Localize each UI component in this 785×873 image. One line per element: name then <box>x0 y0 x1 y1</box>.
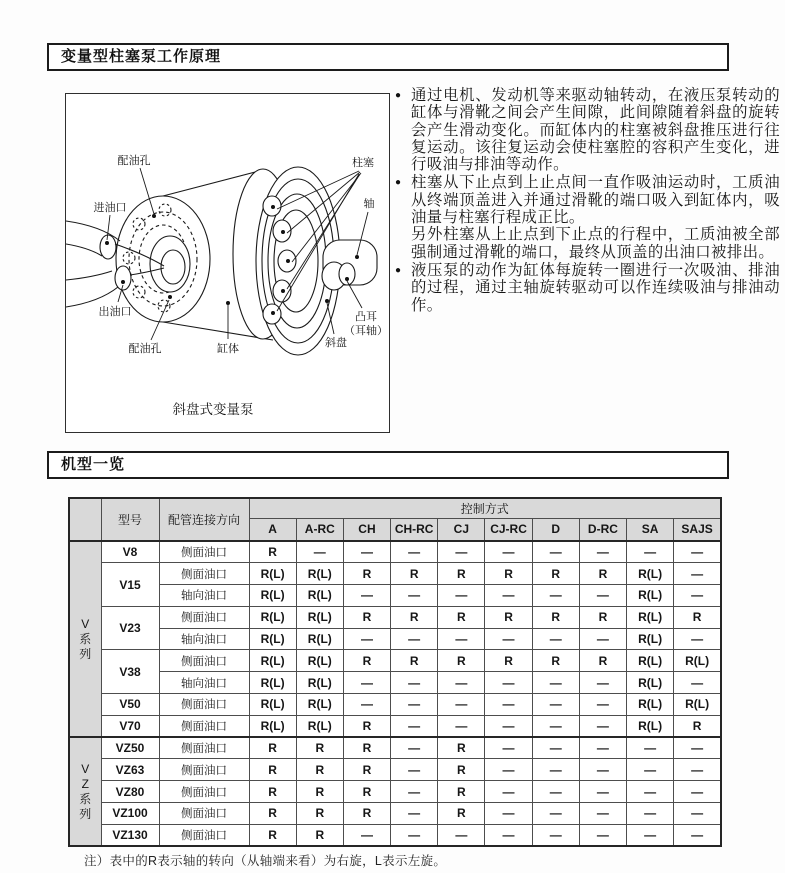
value-cell: — <box>579 694 626 716</box>
value-cell: R(L) <box>674 694 721 716</box>
table-row <box>69 694 721 716</box>
label-shaft: 轴 <box>363 198 375 210</box>
value-cell: — <box>391 781 438 803</box>
value-cell: R <box>438 759 485 781</box>
value-cell: R <box>438 737 485 759</box>
value-cell: — <box>674 781 721 803</box>
value-cell: — <box>627 803 674 825</box>
control-column-header: CH <box>343 518 390 541</box>
value-cell: — <box>532 803 579 825</box>
value-cell: — <box>674 824 721 846</box>
value-cell: R <box>343 781 390 803</box>
value-cell: — <box>674 585 721 607</box>
value-cell: R <box>249 781 296 803</box>
value-cell: R <box>485 650 532 672</box>
value-cell: — <box>438 628 485 650</box>
value-cell: R <box>674 715 721 737</box>
value-cell: — <box>579 781 626 803</box>
label-outlet-port: 出油口 <box>98 306 132 318</box>
bullet-item <box>395 262 780 314</box>
value-cell: R(L) <box>296 563 343 585</box>
value-cell: R <box>249 759 296 781</box>
value-cell: — <box>485 694 532 716</box>
value-cell: — <box>485 781 532 803</box>
value-cell: — <box>579 759 626 781</box>
value-cell: — <box>532 715 579 737</box>
bullet-text: 液压泵的动作为缸体每旋转一圈进行一次吸油、排油的过程，通过主轴旋转驱动可以作连续吸油与排油动作。 <box>411 261 780 314</box>
port-cell: 侧面油口 <box>159 541 249 563</box>
value-cell: — <box>391 737 438 759</box>
port-cell: 侧面油口 <box>159 694 249 716</box>
value-cell: — <box>485 759 532 781</box>
value-cell: — <box>532 737 579 759</box>
value-cell: R(L) <box>249 606 296 628</box>
value-cell: — <box>296 541 343 563</box>
principle-bullets <box>395 87 780 315</box>
value-cell: — <box>391 803 438 825</box>
value-cell: R(L) <box>627 563 674 585</box>
value-cell: R <box>343 563 390 585</box>
control-column-header: D-RC <box>579 518 626 541</box>
value-cell: — <box>579 737 626 759</box>
value-cell: R(L) <box>296 715 343 737</box>
value-cell: R(L) <box>627 650 674 672</box>
model-header-cell: 型号 <box>101 498 159 541</box>
value-cell: — <box>391 715 438 737</box>
value-cell: — <box>579 585 626 607</box>
value-cell: — <box>532 585 579 607</box>
model-cell: VZ50 <box>101 737 159 759</box>
series-cell: V Z 系 列 <box>69 737 101 846</box>
value-cell: R <box>532 563 579 585</box>
control-column-header: SA <box>627 518 674 541</box>
value-cell: R(L) <box>296 694 343 716</box>
value-cell: — <box>485 541 532 563</box>
model-cell: V70 <box>101 715 159 737</box>
bullet-text: 另外柱塞从上止点到下止点的行程中，工质油被全部强制通过滑靴的端口，最终从顶盖的出油口被排出。 <box>411 226 780 261</box>
model-cell: VZ63 <box>101 759 159 781</box>
label-lug-trunnion: （耳轴） <box>344 325 388 337</box>
table-row <box>69 650 721 672</box>
table-row <box>69 759 721 781</box>
value-cell: R <box>296 803 343 825</box>
bullet-text: 柱塞从下止点到上止点间一直作吸油运动时，工质油从终端顶盖进入并通过滑靴的端口吸入到缸体内，吸油量与柱塞行程成正比。 <box>411 174 780 227</box>
model-cell: VZ100 <box>101 803 159 825</box>
value-cell: — <box>674 541 721 563</box>
control-column-header: CJ <box>438 518 485 541</box>
value-cell: — <box>532 781 579 803</box>
value-cell: — <box>627 737 674 759</box>
value-cell: R(L) <box>627 694 674 716</box>
value-cell: R(L) <box>249 563 296 585</box>
series-cell: V 系 列 <box>69 541 101 737</box>
port-cell: 轴向油口 <box>159 672 249 694</box>
value-cell: — <box>343 628 390 650</box>
value-cell: R <box>391 606 438 628</box>
value-cell: R(L) <box>627 672 674 694</box>
table-row <box>69 585 721 607</box>
bullet-text: 通过电机、发动机等来驱动轴转动，在液压泵转动的缸体与滑靴之间会产生间隙，此间隙随着斜盘的旋转会产生滑动变化。而缸体内的柱塞被斜盘推压进行往复运动。该往复运动会使柱塞腔的容积产生变化，进行吸油与排油等动作。 <box>411 87 780 174</box>
model-cell: V38 <box>101 650 159 694</box>
value-cell: R <box>485 563 532 585</box>
value-cell: R(L) <box>627 628 674 650</box>
value-cell: — <box>627 824 674 846</box>
value-cell: — <box>674 759 721 781</box>
value-cell: — <box>343 694 390 716</box>
models-table <box>68 497 722 847</box>
value-cell: — <box>391 759 438 781</box>
label-piston: 柱塞 <box>352 157 374 169</box>
value-cell: — <box>532 694 579 716</box>
value-cell: — <box>579 824 626 846</box>
value-cell: — <box>532 824 579 846</box>
table-footnote: 注）表中的R表示轴的转向（从轴端来看）为右旋，L表示左旋。 <box>84 854 447 868</box>
port-cell: 侧面油口 <box>159 715 249 737</box>
value-cell: R <box>249 803 296 825</box>
value-cell: — <box>438 672 485 694</box>
value-cell: — <box>627 541 674 563</box>
value-cell: — <box>343 672 390 694</box>
table-row <box>69 541 721 563</box>
value-cell: — <box>391 694 438 716</box>
value-cell: — <box>343 585 390 607</box>
value-cell: R <box>343 650 390 672</box>
value-cell: — <box>579 672 626 694</box>
port-cell: 侧面油口 <box>159 563 249 585</box>
port-cell: 侧面油口 <box>159 803 249 825</box>
table-row <box>69 606 721 628</box>
port-header-cell: 配管连接方向 <box>159 498 249 541</box>
value-cell: — <box>438 715 485 737</box>
value-cell: R(L) <box>296 650 343 672</box>
section-title-models: 机型一览 <box>47 451 729 479</box>
value-cell: — <box>343 541 390 563</box>
table-row <box>69 715 721 737</box>
label-inlet-port: 进油口 <box>93 202 127 214</box>
value-cell: — <box>485 585 532 607</box>
value-cell: R <box>485 606 532 628</box>
table-row <box>69 803 721 825</box>
model-cell: V8 <box>101 541 159 563</box>
control-column-header: A <box>249 518 296 541</box>
value-cell: — <box>485 803 532 825</box>
value-cell: — <box>438 585 485 607</box>
value-cell: R(L) <box>627 585 674 607</box>
label-port-plate-bottom: 配油孔 <box>128 343 162 355</box>
value-cell: — <box>579 715 626 737</box>
port-cell: 轴向油口 <box>159 585 249 607</box>
value-cell: R <box>391 563 438 585</box>
value-cell: R(L) <box>249 650 296 672</box>
value-cell: — <box>627 759 674 781</box>
value-cell: — <box>532 759 579 781</box>
value-cell: R <box>296 737 343 759</box>
value-cell: — <box>485 824 532 846</box>
diagram-caption: 斜盘式变量泵 <box>172 402 254 417</box>
label-swash-plate: 斜盘 <box>325 337 347 349</box>
value-cell: R(L) <box>296 628 343 650</box>
value-cell: — <box>438 541 485 563</box>
value-cell: R <box>438 606 485 628</box>
value-cell: R(L) <box>674 650 721 672</box>
control-header-cell: 控制方式 <box>249 498 721 518</box>
value-cell: — <box>485 715 532 737</box>
value-cell: — <box>485 737 532 759</box>
port-cell: 轴向油口 <box>159 628 249 650</box>
value-cell: — <box>674 672 721 694</box>
bullet-icon: ● <box>395 264 402 276</box>
value-cell: R <box>343 715 390 737</box>
value-cell: R <box>296 824 343 846</box>
value-cell: R <box>391 650 438 672</box>
value-cell: R <box>438 650 485 672</box>
value-cell: R <box>438 803 485 825</box>
pump-diagram <box>66 94 389 432</box>
section-title-principle: 变量型柱塞泵工作原理 <box>47 43 729 71</box>
value-cell: R <box>343 803 390 825</box>
models-table-wrap <box>68 497 722 847</box>
bullet-item <box>395 174 780 260</box>
control-column-header: CH-RC <box>391 518 438 541</box>
value-cell: — <box>627 781 674 803</box>
value-cell: R <box>343 759 390 781</box>
value-cell: R <box>438 563 485 585</box>
control-column-header: A-RC <box>296 518 343 541</box>
value-cell: — <box>391 541 438 563</box>
value-cell: — <box>579 628 626 650</box>
value-cell: — <box>674 737 721 759</box>
label-cylinder-block: 缸体 <box>217 343 239 355</box>
value-cell: R(L) <box>627 606 674 628</box>
table-row <box>69 824 721 846</box>
table-row <box>69 628 721 650</box>
port-cell: 侧面油口 <box>159 737 249 759</box>
table-row <box>69 672 721 694</box>
value-cell: R <box>532 606 579 628</box>
value-cell: R(L) <box>249 672 296 694</box>
table-row <box>69 781 721 803</box>
table-row <box>69 737 721 759</box>
value-cell: R <box>579 563 626 585</box>
port-cell: 侧面油口 <box>159 759 249 781</box>
value-cell: R <box>296 759 343 781</box>
value-cell: R(L) <box>249 628 296 650</box>
value-cell: R(L) <box>296 606 343 628</box>
port-cell: 侧面油口 <box>159 650 249 672</box>
model-cell: V15 <box>101 563 159 607</box>
value-cell: R <box>532 650 579 672</box>
value-cell: R <box>579 606 626 628</box>
value-cell: R <box>296 781 343 803</box>
value-cell: — <box>438 824 485 846</box>
control-column-header: SAJS <box>674 518 721 541</box>
value-cell: R <box>249 824 296 846</box>
label-lug: 凸耳 <box>355 311 377 323</box>
port-cell: 侧面油口 <box>159 781 249 803</box>
value-cell: R <box>343 606 390 628</box>
value-cell: R(L) <box>249 585 296 607</box>
value-cell: — <box>485 672 532 694</box>
port-cell: 侧面油口 <box>159 824 249 846</box>
value-cell: — <box>532 628 579 650</box>
value-cell: — <box>391 585 438 607</box>
value-cell: R(L) <box>249 694 296 716</box>
value-cell: — <box>579 541 626 563</box>
value-cell: R <box>674 606 721 628</box>
value-cell: — <box>343 824 390 846</box>
bullet-icon: ● <box>395 90 402 101</box>
table-row <box>69 563 721 585</box>
value-cell: — <box>485 628 532 650</box>
value-cell: R(L) <box>296 672 343 694</box>
value-cell: — <box>438 694 485 716</box>
value-cell: R <box>579 650 626 672</box>
port-cell: 侧面油口 <box>159 606 249 628</box>
bullet-item <box>395 87 780 173</box>
inlet-port-shape <box>100 235 116 259</box>
value-cell: — <box>532 672 579 694</box>
model-cell: V50 <box>101 694 159 716</box>
model-cell: VZ80 <box>101 781 159 803</box>
label-port-plate-top: 配油孔 <box>117 155 151 167</box>
bullet-icon: ● <box>395 177 402 189</box>
value-cell: — <box>674 803 721 825</box>
value-cell: — <box>579 803 626 825</box>
value-cell: — <box>391 824 438 846</box>
control-column-header: CJ-RC <box>485 518 532 541</box>
value-cell: — <box>532 541 579 563</box>
series-header-cell <box>69 498 101 541</box>
value-cell: — <box>391 628 438 650</box>
value-cell: — <box>674 563 721 585</box>
value-cell: R(L) <box>627 715 674 737</box>
model-cell: VZ130 <box>101 824 159 846</box>
value-cell: R <box>438 781 485 803</box>
value-cell: R(L) <box>249 715 296 737</box>
control-column-header: D <box>532 518 579 541</box>
value-cell: — <box>391 672 438 694</box>
value-cell: R <box>343 737 390 759</box>
value-cell: R(L) <box>296 585 343 607</box>
value-cell: R <box>249 737 296 759</box>
value-cell: R <box>249 541 296 563</box>
pump-diagram-panel <box>65 93 390 433</box>
model-cell: V23 <box>101 606 159 650</box>
value-cell: — <box>674 628 721 650</box>
